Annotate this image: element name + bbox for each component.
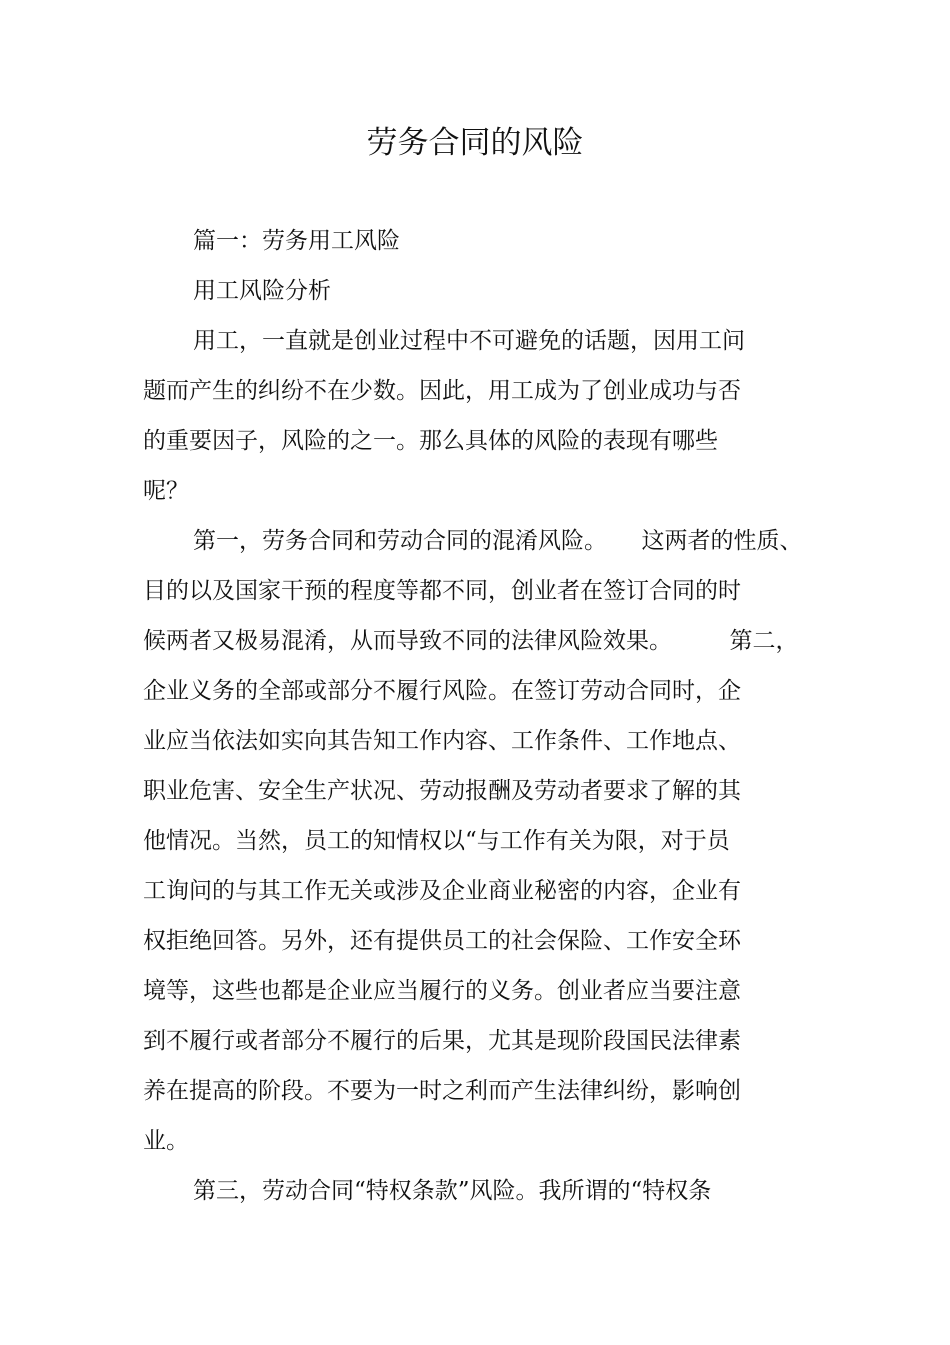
text-line: 篇一：劳务用工风险 — [193, 228, 400, 254]
text-line: 工询问的与其工作无关或涉及企业商业秘密的内容，企业有 — [143, 878, 741, 904]
text-line: 养在提高的阶段。不要为一时之利而产生法律纠纷，影响创 — [143, 1078, 741, 1104]
text-line: 用工，一直就是创业过程中不可避免的话题，因用工问 — [193, 328, 745, 354]
text-line: 第一，劳务合同和劳动合同的混淆风险。 这两者的性质、 — [193, 528, 803, 554]
text-line: 第三，劳动合同“特权条款”风险。我所谓的“特权条 — [193, 1178, 712, 1204]
text-line: 用工风险分析 — [193, 278, 331, 304]
text-line: 业应当依法如实向其告知工作内容、工作条件、工作地点、 — [143, 728, 741, 754]
text-line: 业。 — [143, 1128, 189, 1154]
text-line: 到不履行或者部分不履行的后果，尤其是现阶段国民法律素 — [143, 1028, 741, 1054]
text-line: 题而产生的纠纷不在少数。因此，用工成为了创业成功与否 — [143, 378, 741, 404]
text-line: 他情况。当然，员工的知情权以“与工作有关为限，对于员 — [143, 828, 730, 854]
text-line: 候两者又极易混淆，从而导致不同的法律风险效果。 第二， — [143, 628, 799, 654]
document-title: 劳务合同的风险 — [366, 125, 584, 161]
text-line: 职业危害、安全生产状况、劳动报酬及劳动者要求了解的其 — [143, 778, 741, 804]
text-line: 权拒绝回答。另外，还有提供员工的社会保险、工作安全环 — [143, 928, 741, 954]
text-line: 企业义务的全部或部分不履行风险。在签订劳动合同时，企 — [143, 678, 741, 704]
text-line: 呢？ — [143, 478, 189, 504]
text-line: 目的以及国家干预的程度等都不同，创业者在签订合同的时 — [143, 578, 741, 604]
text-line: 境等，这些也都是企业应当履行的义务。创业者应当要注意 — [143, 978, 741, 1004]
text-line: 的重要因子，风险的之一。那么具体的风险的表现有哪些 — [143, 428, 718, 454]
